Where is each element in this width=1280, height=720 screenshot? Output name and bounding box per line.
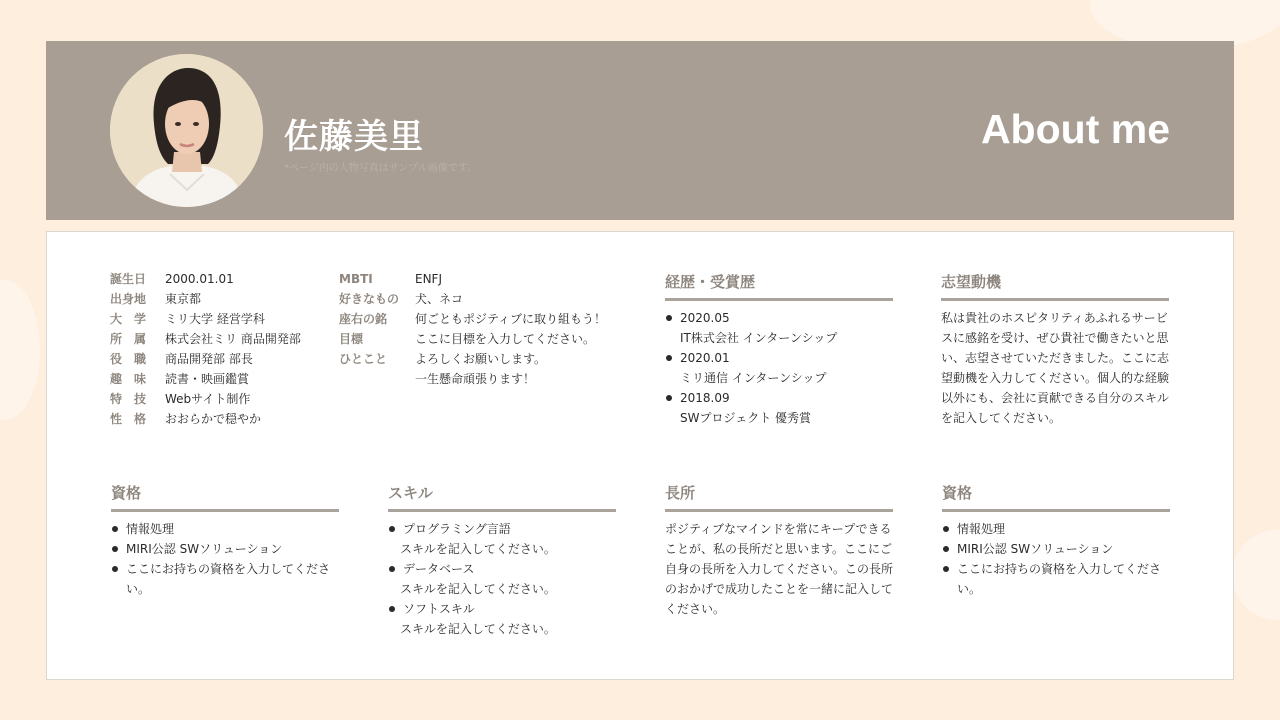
personal-info-list xyxy=(339,269,606,389)
info-value: よろしくお願いします。 xyxy=(415,352,547,366)
list-item xyxy=(665,348,893,388)
portrait-image xyxy=(110,54,263,207)
skill-name: ソフトスキル xyxy=(403,602,475,616)
info-label: 誕生日 xyxy=(110,272,147,286)
info-value: 一生懸命頑張ります！ xyxy=(415,372,536,386)
list-item xyxy=(388,559,616,599)
info-row-university xyxy=(110,309,301,329)
career-desc: SWプロジェクト 優秀賞 xyxy=(680,411,812,425)
info-label: 特 技 xyxy=(110,392,147,406)
section-title: 志望動機 xyxy=(941,271,1169,301)
section-title: 長所 xyxy=(665,482,893,512)
skill-name: データベース xyxy=(403,562,475,576)
info-label: 座右の銘 xyxy=(339,312,388,326)
sample-photo-note: *ページ内の人物写真はサンプル画像です。 xyxy=(284,163,478,174)
skill-desc: スキルを記入してください。 xyxy=(400,542,556,556)
list-item xyxy=(388,519,616,559)
skill-name: プログラミング言語 xyxy=(403,522,511,536)
section-title: 資格 xyxy=(942,482,1170,512)
basic-info-list xyxy=(110,269,301,429)
strengths-section xyxy=(665,482,893,619)
info-label xyxy=(339,369,415,389)
career-list xyxy=(665,308,893,428)
info-value: ここに目標を入力してください。 xyxy=(415,332,596,346)
skill-desc: スキルを記入してください。 xyxy=(400,622,556,636)
motivation-text: 私は貴社のホスピタリティあふれるサービスに感銘を受け、ぜひ貴社で働きたいと思い、志望させていただきました。ここに志望動機を入力してください。個人的な経験以外にも、会社に貢献できる自分のスキルを記入してください。 xyxy=(941,311,1170,425)
page-title: About me xyxy=(980,106,1170,152)
strengths-text: ポジティブなマインドを常にキープできることが、私の長所だと思います。ここにご自身の長所を入力してください。この長所のおかげで成功したことを一緒に記入してください。 xyxy=(665,522,894,616)
info-label: MBTI xyxy=(339,272,373,286)
info-value: 読書・映画鑑賞 xyxy=(165,372,250,386)
career-date: 2018.09 xyxy=(680,391,730,405)
info-value: 商品開発部 部長 xyxy=(165,352,253,366)
info-row-hobby xyxy=(110,369,301,389)
info-value: 犬、ネコ xyxy=(415,292,464,306)
background-blob xyxy=(0,280,40,420)
qualifications-list xyxy=(111,519,339,599)
qualifications-section-2 xyxy=(942,482,1170,599)
info-row-special-skill xyxy=(110,389,301,409)
info-row-goal xyxy=(339,329,606,349)
section-title: 資格 xyxy=(111,482,339,512)
list-item xyxy=(665,308,893,348)
career-date: 2020.05 xyxy=(680,311,730,325)
info-value: 何ごともポジティブに取り組もう！ xyxy=(415,312,607,326)
list-item: 情報処理 xyxy=(942,519,1170,539)
profile-photo xyxy=(110,54,263,207)
info-label: ひとこと xyxy=(339,352,388,366)
info-label: 好きなもの xyxy=(339,292,400,306)
info-row-affiliation xyxy=(110,329,301,349)
skill-desc: スキルを記入してください。 xyxy=(400,582,556,596)
info-row-hometown xyxy=(110,289,301,309)
info-value: Webサイト制作 xyxy=(165,392,251,406)
list-item: 情報処理 xyxy=(111,519,339,539)
info-row-comment-cont xyxy=(339,369,606,389)
info-row-position xyxy=(110,349,301,369)
list-item xyxy=(665,388,893,428)
info-label: 出身地 xyxy=(110,292,147,306)
list-item xyxy=(388,599,616,639)
info-row-comment xyxy=(339,349,606,369)
info-value: 株式会社ミリ 商品開発部 xyxy=(165,332,301,346)
info-row-mbti xyxy=(339,269,606,289)
list-item: MIRI公認 SWソリューション xyxy=(942,539,1170,559)
skills-list xyxy=(388,519,616,639)
info-row-birthday xyxy=(110,269,301,289)
profile-header xyxy=(46,41,1234,220)
info-label: 性 格 xyxy=(110,412,147,426)
list-item: ここにお持ちの資格を入力してください。 xyxy=(942,559,1170,599)
career-date: 2020.01 xyxy=(680,351,730,365)
info-value: ミリ大学 経営学科 xyxy=(165,312,265,326)
motivation-section xyxy=(941,271,1169,428)
info-row-favorites xyxy=(339,289,606,309)
profile-card xyxy=(46,231,1234,680)
career-desc: ミリ通信 インターンシップ xyxy=(680,371,827,385)
qualifications-list xyxy=(942,519,1170,599)
info-value: 2000.01.01 xyxy=(165,272,234,286)
section-title: スキル xyxy=(388,482,616,512)
person-name: 佐藤美里 xyxy=(284,117,424,157)
info-label: 役 職 xyxy=(110,352,147,366)
info-row-personality xyxy=(110,409,301,429)
info-label: 所 属 xyxy=(110,332,147,346)
info-value: 東京都 xyxy=(165,292,202,306)
info-label: 目標 xyxy=(339,332,364,346)
background-blob xyxy=(1232,530,1280,620)
info-label: 趣 味 xyxy=(110,372,147,386)
skills-section xyxy=(388,482,616,639)
list-item: ここにお持ちの資格を入力してください。 xyxy=(111,559,339,599)
career-section xyxy=(665,271,893,428)
info-row-motto xyxy=(339,309,606,329)
qualifications-section xyxy=(111,482,339,599)
section-title: 経歴・受賞歴 xyxy=(665,271,893,301)
career-desc: IT株式会社 インターンシップ xyxy=(680,331,838,345)
list-item: MIRI公認 SWソリューション xyxy=(111,539,339,559)
info-label: 大 学 xyxy=(110,312,147,326)
info-value: ENFJ xyxy=(415,272,442,286)
info-value: おおらかで穏やか xyxy=(165,412,262,426)
